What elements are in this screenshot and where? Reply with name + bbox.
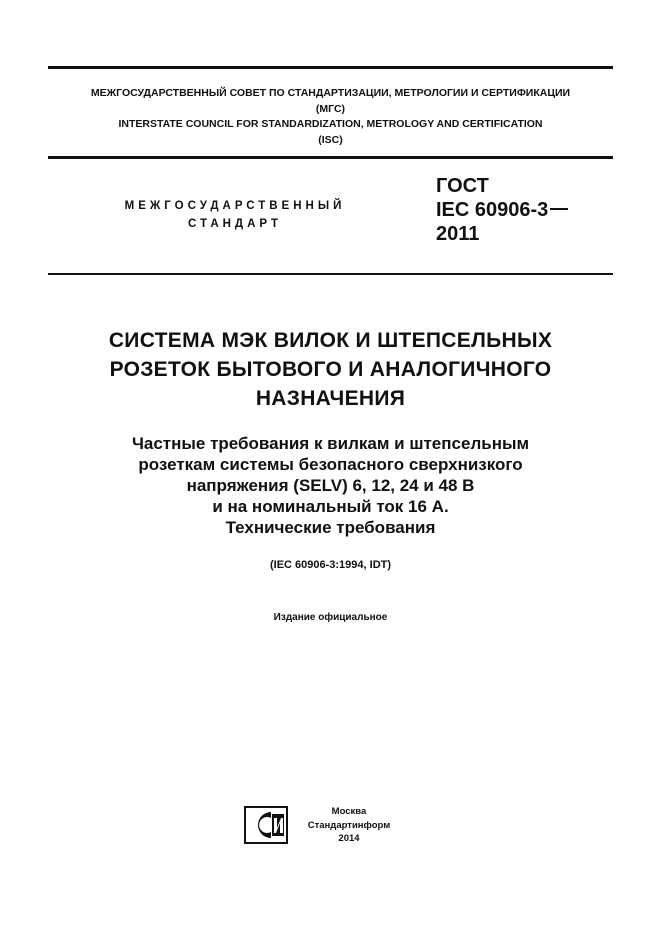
title-line1: СИСТЕМА МЭК ВИЛОК И ШТЕПСЕЛЬНЫХ [108,329,553,352]
designation-prefix: ГОСТ [436,175,489,197]
identical-reference: (IEC 60906-3:1994, IDT) [269,559,392,571]
header-divider [48,156,613,159]
subtitle-line2: розеткам системы безопасного сверхнизкого [138,455,523,474]
designation-divider [48,273,613,275]
subtitle-line3: напряжения (SELV) 6, 12, 24 и 48 В [186,476,475,495]
designation-dash [550,208,568,210]
title-line2: РОЗЕТОК БЫТОВОГО И АНАЛОГИЧНОГО [109,358,552,381]
council-abbr-en: (ISC) [318,133,343,146]
publisher-year: 2014 [338,833,360,844]
edition-note: Издание официальное [273,612,388,623]
standard-designation [436,174,568,246]
subtitle-line1: Частные требования к вилкам и штепсельным [131,434,530,453]
publisher-block [304,805,394,846]
council-name-ru: МЕЖГОСУДАРСТВЕННЫЙ СОВЕТ ПО СТАНДАРТИЗАЦИИ, МЕТРОЛОГИИ И СЕРТИФИКАЦИИ [90,87,571,99]
publisher-city: Москва [331,806,367,817]
designation-number-row [436,198,568,222]
council-header [48,86,613,148]
standard-type [100,197,370,233]
document-title [48,326,613,413]
top-rule [48,66,613,69]
publisher-name: Стандартинформ [307,819,391,831]
title-line3: НАЗНАЧЕНИЯ [255,387,406,410]
subtitle-line5: Технические требования [225,518,436,537]
subtitle-line4: и на номинальный ток 16 А. [212,497,449,516]
council-abbr-ru: (МГС) [315,102,346,115]
designation-number: IEC 60906-3 [436,199,549,221]
standard-type-line1: МЕЖГОСУДАРСТВЕННЫЙ [124,200,346,212]
standard-type-line2: СТАНДАРТ [188,218,282,230]
council-name-en: INTERSTATE COUNCIL FOR STANDARDIZATION, METROLOGY AND CERTIFICATION [118,118,543,130]
standartinform-logo-icon [244,806,288,844]
designation-year: 2011 [436,223,480,245]
document-subtitle [48,433,613,538]
